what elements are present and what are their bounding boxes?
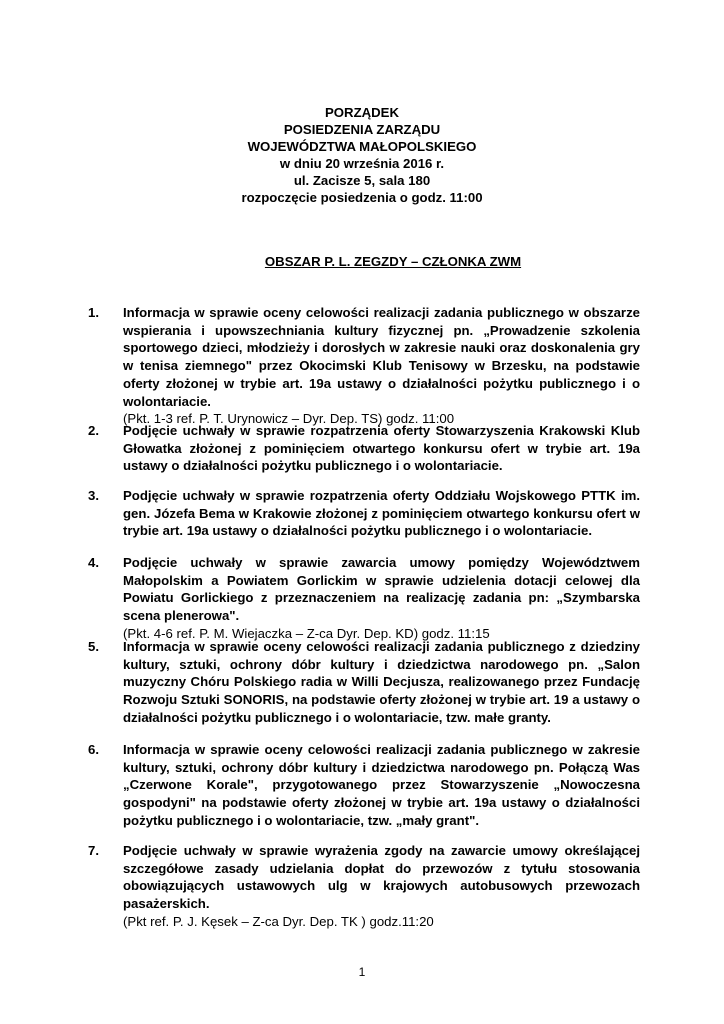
header-meeting: POSIEDZENIA ZARZĄDU (283, 122, 441, 137)
agenda-item-4 (88, 554, 640, 643)
header-board: WOJEWÓDZTWA MAŁOPOLSKIEGO (247, 139, 477, 154)
item-title: Informacja w sprawie oceny celowości realizacji zadania publicznego w obszarze wspierania i upowszechniania kultury fizycznej pn. „Prowadzenie szkolenia sportowego dzieci, młodzieży i dorosłych w zakresie nauki oraz doskonalenia gry w tenisa ziemnego" przez Okocimski Klub Tenisowy w Brzesku, na podstawie oferty złożonej w trybie art. 19a ustawy o działalności pożytku publicznego i o wolontariacie. (123, 305, 640, 409)
agenda-item-2 (88, 422, 640, 475)
item-number: 4. (88, 555, 99, 570)
agenda-item-1 (88, 304, 640, 428)
item-number: 1. (88, 305, 99, 320)
page-number: 1 (358, 965, 366, 979)
section-title: OBSZAR P. L. ZEGZDY – CZŁONKA ZWM (264, 254, 522, 269)
item-title: Podjęcie uchwały w sprawie zawarcia umowy pomiędzy Województwem Małopolskim a Powiatem Gorlickim w sprawie udzielenia dotacji celowej dla Powiatu Gorlickiego z przeznaczeniem na realizację zadania pn: „Szymbarska scena plenerowa". (123, 555, 640, 624)
agenda-item-6 (88, 741, 640, 830)
item-number: 7. (88, 843, 99, 858)
item-number: 2. (88, 423, 99, 438)
agenda-item-5 (88, 638, 640, 727)
item-title: Podjęcie uchwały w sprawie wyrażenia zgody na zawarcie umowy określającej szczegółowe zasady udzielania dopłat do przewozów z tytułu stosowania obowiązujących ustawowych ulg w krajowych autobusowych przewozach pasażerskich. (123, 843, 640, 912)
item-number: 3. (88, 488, 99, 503)
header-title: PORZĄDEK (325, 105, 399, 120)
item-title: Informacja w sprawie oceny celowości realizacji zadania publicznego w zakresie kultury, sztuki, ochrony dóbr kultury i dziedzictwa narodowego pn. Połączą Was „Czerwone Korale", przygotowanego przez Stowarzyszenie „Nowoczesna gospodyni" na podstawie oferty złożonej w trybie art. 19a ustawy o działalności pożytku publicznego i o wolontariacie, tzw. „mały grant". (123, 742, 640, 828)
item-number: 6. (88, 742, 99, 757)
item-reference: (Pkt. 1-3 ref. P. T. Urynowicz – Dyr. Dep. TS) godz. 11:00 (123, 411, 455, 427)
item-title: Informacja w sprawie oceny celowości realizacji zadania publicznego z dziedziny kultury, sztuki, ochrony dóbr kultury i dziedzictwa narodowego pn. „Salon muzyczny Chóru Polskiego radia w Willi Decjusza, realizowanego przez Fundację Rozwoju Sztuki SONORIS, na podstawie oferty złożonej w trybie art. 19 a ustawy o działalności pożytku publicznego i o wolontariacie, tzw. małe granty. (123, 639, 640, 725)
item-title: Podjęcie uchwały w sprawie rozpatrzenia oferty Stowarzyszenia Krakowski Klub Głowatka złożonej z pominięciem otwartego konkursu ofert w trybie art. 19a ustawy o działalności pożytku publicznego i o wolontariacie. (123, 423, 640, 474)
item-number: 5. (88, 639, 99, 654)
header-start-time: rozpoczęcie posiedzenia o godz. 11:00 (241, 190, 483, 205)
item-reference: (Pkt. 4-6 ref. P. M. Wiejaczka – Z-ca Dyr. Dep. KD) godz. 11:15 (123, 625, 490, 641)
item-title: Podjęcie uchwały w sprawie rozpatrzenia oferty Oddziału Wojskowego PTTK im. gen. Józefa Bema w Krakowie złożonej z pominięciem otwartego konkursu ofert w trybie art. 19a ustawy o działalności pożytku publicznego i o wolontariacie. (123, 488, 640, 539)
agenda-item-3 (88, 487, 640, 540)
agenda-item-7 (88, 842, 640, 931)
item-reference: (Pkt ref. P. J. Kęsek – Z-ca Dyr. Dep. TK ) godz.11:20 (123, 913, 434, 929)
header-date: w dniu 20 września 2016 r. (279, 156, 445, 171)
header-location: ul. Zacisze 5, sala 180 (293, 173, 431, 188)
agenda-header (0, 104, 724, 206)
